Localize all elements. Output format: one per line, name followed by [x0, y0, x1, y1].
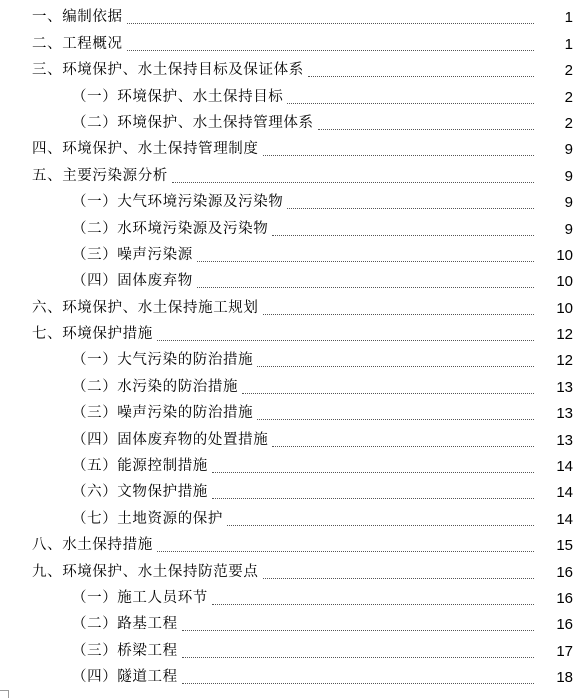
- toc-page-number: 14: [556, 510, 573, 528]
- toc-entry-title: 八、水土保持措施: [32, 537, 153, 554]
- toc-subentry[interactable]: [0, 372, 579, 398]
- toc-page-number: 1: [564, 35, 573, 53]
- toc-entry-title: （一）施工人员环节: [72, 589, 208, 606]
- toc-entry-title: （六）文物保护措施: [72, 484, 208, 501]
- toc-entry-title: （二）路基工程: [72, 616, 178, 633]
- toc-page-number: 13: [556, 405, 573, 423]
- toc-entry-title: （二）水污染的防治措施: [72, 378, 239, 395]
- toc-dot-leader: [212, 604, 534, 605]
- toc-dot-leader: [257, 419, 534, 420]
- toc-dot-leader: [172, 182, 534, 183]
- toc-subentry[interactable]: [0, 610, 579, 636]
- toc-subentry[interactable]: [0, 82, 579, 108]
- table-of-contents: [0, 3, 579, 689]
- toc-page-number: 14: [556, 484, 573, 502]
- toc-entry-title: 二、工程概况: [32, 35, 123, 52]
- toc-entry[interactable]: [0, 161, 579, 187]
- toc-page-number: 16: [556, 563, 573, 581]
- toc-subentry[interactable]: [0, 584, 579, 610]
- toc-entry-title: 六、环境保护、水土保持施工规划: [32, 299, 259, 316]
- toc-dot-leader: [182, 630, 534, 631]
- toc-dot-leader: [308, 76, 534, 77]
- toc-entry-title: 七、环境保护措施: [32, 326, 153, 343]
- toc-entry-title: （一）大气污染的防治措施: [72, 352, 254, 369]
- toc-page-number: 10: [556, 273, 573, 291]
- toc-subentry[interactable]: [0, 346, 579, 372]
- toc-entry[interactable]: [0, 320, 579, 346]
- toc-dot-leader: [272, 446, 534, 447]
- toc-entry-title: 九、环境保护、水土保持防范要点: [32, 563, 259, 580]
- toc-subentry[interactable]: [0, 241, 579, 267]
- toc-page-number: 14: [556, 458, 573, 476]
- toc-subentry[interactable]: [0, 425, 579, 451]
- toc-subentry[interactable]: [0, 452, 579, 478]
- toc-entry[interactable]: [0, 56, 579, 82]
- toc-entry-title: （五）能源控制措施: [72, 458, 208, 475]
- toc-page-number: 10: [556, 299, 573, 317]
- toc-page-number: 16: [556, 589, 573, 607]
- toc-dot-leader: [197, 261, 534, 262]
- toc-dot-leader: [182, 683, 534, 684]
- toc-subentry[interactable]: [0, 109, 579, 135]
- toc-dot-leader: [318, 129, 534, 130]
- toc-page-number: 9: [564, 194, 573, 212]
- toc-page-number: 2: [564, 62, 573, 80]
- toc-dot-leader: [242, 393, 534, 394]
- toc-dot-leader: [257, 366, 534, 367]
- toc-page-number: 1: [564, 9, 573, 27]
- toc-subentry[interactable]: [0, 399, 579, 425]
- toc-page-number: 9: [564, 141, 573, 159]
- toc-dot-leader: [263, 155, 535, 156]
- toc-subentry[interactable]: [0, 267, 579, 293]
- toc-page-number: 18: [556, 669, 573, 687]
- toc-page-number: 12: [556, 352, 573, 370]
- toc-dot-leader: [272, 235, 534, 236]
- toc-dot-leader: [287, 103, 534, 104]
- toc-dot-leader: [182, 657, 534, 658]
- toc-entry-title: （二）环境保护、水土保持管理体系: [72, 114, 314, 131]
- toc-subentry[interactable]: [0, 214, 579, 240]
- toc-entry-title: （二）水环境污染源及污染物: [72, 220, 269, 237]
- toc-dot-leader: [227, 525, 534, 526]
- toc-entry-title: 四、环境保护、水土保持管理制度: [32, 141, 259, 158]
- toc-entry-title: （四）固体废弃物的处置措施: [72, 431, 269, 448]
- toc-dot-leader: [197, 287, 534, 288]
- toc-dot-leader: [127, 23, 534, 24]
- toc-page-number: 2: [564, 88, 573, 106]
- toc-entry-title: （三）噪声污染源: [72, 246, 193, 263]
- toc-entry-title: （一）环境保护、水土保持目标: [72, 88, 284, 105]
- toc-entry-title: （四）隧道工程: [72, 669, 178, 686]
- toc-dot-leader: [157, 340, 534, 341]
- toc-page-number: 12: [556, 326, 573, 344]
- toc-dot-leader: [127, 50, 534, 51]
- toc-entry[interactable]: [0, 3, 579, 29]
- toc-dot-leader: [263, 314, 535, 315]
- toc-entry-title: （三）噪声污染的防治措施: [72, 405, 254, 422]
- toc-dot-leader: [157, 551, 534, 552]
- toc-subentry[interactable]: [0, 663, 579, 689]
- toc-page-number: 9: [564, 167, 573, 185]
- toc-page-number: 17: [556, 642, 573, 660]
- toc-page-number: 13: [556, 378, 573, 396]
- toc-subentry[interactable]: [0, 636, 579, 662]
- toc-entry[interactable]: [0, 135, 579, 161]
- toc-dot-leader: [212, 498, 534, 499]
- toc-entry-title: （三）桥梁工程: [72, 642, 178, 659]
- toc-entry-title: 一、编制依据: [32, 9, 123, 26]
- toc-dot-leader: [263, 578, 535, 579]
- toc-page-number: 9: [564, 220, 573, 238]
- toc-entry[interactable]: [0, 29, 579, 55]
- toc-entry-title: （七）土地资源的保护: [72, 510, 223, 527]
- toc-page-number: 2: [564, 114, 573, 132]
- toc-entry[interactable]: [0, 531, 579, 557]
- toc-entry[interactable]: [0, 557, 579, 583]
- toc-entry-title: （四）固体废弃物: [72, 273, 193, 290]
- toc-entry-title: 三、环境保护、水土保持目标及保证体系: [32, 62, 304, 79]
- toc-page-number: 16: [556, 616, 573, 634]
- toc-dot-leader: [287, 208, 534, 209]
- toc-subentry[interactable]: [0, 188, 579, 214]
- toc-page-number: 15: [556, 537, 573, 555]
- toc-subentry[interactable]: [0, 504, 579, 530]
- toc-entry-title: 五、主要污染源分析: [32, 167, 168, 184]
- toc-page-number: 13: [556, 431, 573, 449]
- toc-entry-title: （一）大气环境污染源及污染物: [72, 194, 284, 211]
- toc-page-number: 10: [556, 246, 573, 264]
- toc-entry[interactable]: [0, 293, 579, 319]
- toc-subentry[interactable]: [0, 478, 579, 504]
- toc-dot-leader: [212, 472, 534, 473]
